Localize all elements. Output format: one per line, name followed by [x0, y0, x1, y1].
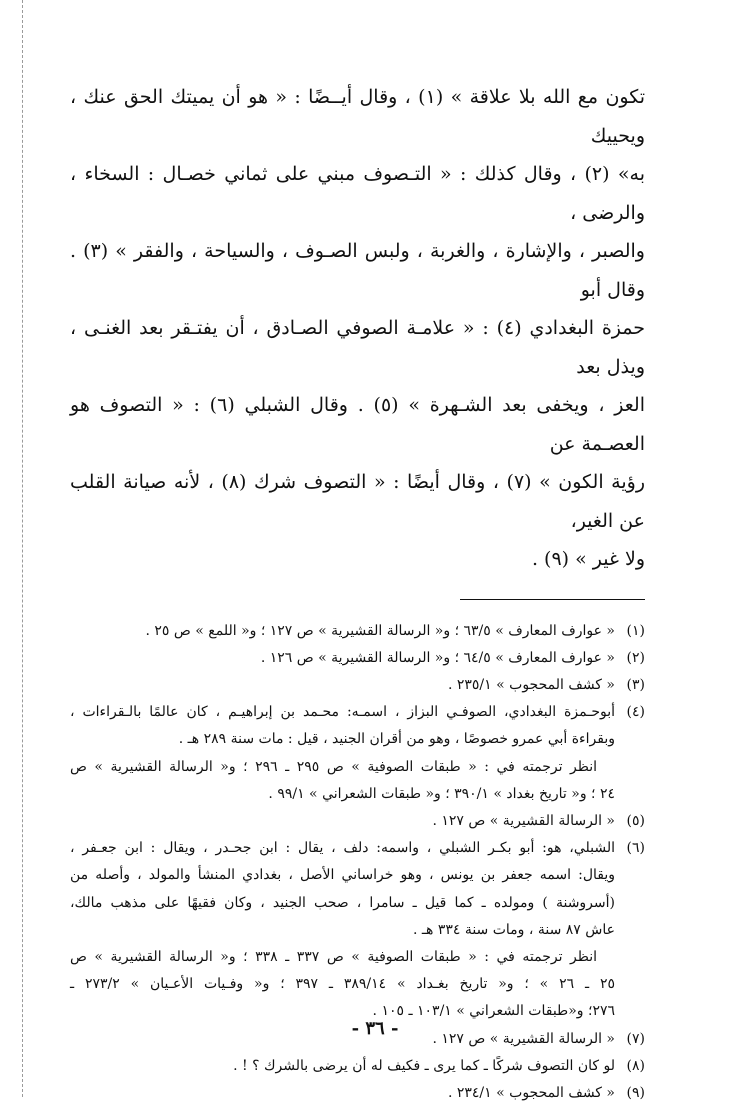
main-line: به» (٢) ، وقال كذلك : « التـصوف مبني على ثماني خصـال : السخاء ، والرضى ،: [70, 155, 645, 232]
footnote-2: [70, 645, 645, 672]
footnote-line: (أسروشنة ) ومولده ـ كما قيل ـ سامرا ، صحب الجنيد ، وكان فقيهًا على مذهب مالك،: [70, 890, 615, 917]
footnote-1: [70, 618, 645, 645]
footnote-line: « كشف المحجوب » ٢٣٥/١ .: [70, 672, 615, 699]
footnote-6: [70, 835, 645, 944]
footnote-5: [70, 808, 645, 835]
main-line: العز ، ويخفى بعد الشـهرة » (٥) . وقال الشبلي (٦) : « التصوف هو العصـمة عن: [70, 386, 645, 463]
footnote-line: عاش ٨٧ سنة ، ومات سنة ٣٣٤ هـ .: [70, 917, 615, 944]
footnote-line: انظر ترجمته في : « طبقات الصوفية » ص ٢٩٥ ـ ٢٩٦ ؛ و« الرسالة القشيرية » ص: [70, 754, 615, 781]
main-line: حمزة البغدادي (٤) : « علامـة الصوفي الصـادق ، أن يفتـقر بعد الغنـى ، ويذل بعد: [70, 309, 645, 386]
footnote-4-references: [70, 754, 645, 808]
footnote-line: وبقراءة أبي عمرو خصوصًا ، وهو من أقران الجنيد ، قيل : مات سنة ٢٨٩ هـ .: [70, 726, 615, 753]
main-line: تكون مع الله بلا علاقة » (١) ، وقال أيــضًا : « هو أن يميتك الحق عنك ، ويحييك: [70, 78, 645, 155]
footnote-line: « الرسالة القشيرية » ص ١٢٧ .: [70, 1026, 615, 1053]
footnote-line: ٢٧٦؛ و«طبقات الشعراني » ١٠٣/١ ـ ١٠٥ .: [70, 998, 615, 1025]
footnote-number: (٣): [627, 672, 645, 699]
footnote-line: ٢٥ ـ ٢٦ » ؛ و« تاريخ بغـداد » ٣٨٩/١٤ ـ ٣٩٧ ؛ و« وفـيات الأعـيان » ٢٧٣/٢ ـ: [70, 971, 615, 998]
footnote-number: (٧): [627, 1026, 645, 1053]
footnote-number: (٥): [627, 808, 645, 835]
footnote-line: « عوارف المعارف » ٦٤/٥ ؛ و« الرسالة القشيرية » ص ١٢٦ .: [70, 645, 615, 672]
footnote-number: (٤): [627, 699, 645, 726]
binding-margin-line: [22, 0, 23, 1097]
footnote-line: « كشف المحجوب » ٢٣٤/١ .: [70, 1080, 615, 1107]
footnote-6-references: [70, 944, 645, 1026]
footnote-8: [70, 1053, 645, 1080]
footnote-line: ويقال: اسمه جعفر بن يونس ، وهو خراساني الأصل ، بغدادي المنشأ والمولد ، وأصله من: [70, 862, 615, 889]
main-line: والصبر ، والإشارة ، والغربة ، ولبس الصـوف ، والسياحة ، والفقر » (٣) . وقال أبو: [70, 232, 645, 309]
footnote-3: [70, 672, 645, 699]
footnote-line: أبوحـمزة البغدادي، الصوفـي البزاز ، اسمـه: محـمد بن إبراهيـم ، كان عالمًا بالـقراءات ،: [70, 699, 615, 726]
footnote-line: الشبلي، هو: أبو بكـر الشبلي ، واسمه: دلف ، يقال : ابن جحـدر ، ويقال : ابن جعـفر ،: [70, 835, 615, 862]
page-body: [70, 78, 645, 1107]
footnote-line: انظر ترجمته في : « طبقات الصوفية » ص ٣٣٧ ـ ٣٣٨ ؛ و« الرسالة القشيرية » ص: [70, 944, 615, 971]
footnote-number: (٩): [627, 1080, 645, 1107]
main-line: ولا غير » (٩) .: [70, 540, 645, 579]
main-text: [70, 78, 645, 579]
footnote-line: « عوارف المعارف » ٦٣/٥ ؛ و« الرسالة القشيرية » ص ١٢٧ ؛ و« اللمع » ص ٢٥ .: [70, 618, 615, 645]
page-number: - ٣٦ -: [0, 1018, 750, 1039]
footnote-separator: [460, 599, 645, 600]
footnote-number: (٦): [627, 835, 645, 862]
footnote-number: (٨): [627, 1053, 645, 1080]
footnote-number: (١): [627, 618, 645, 645]
footnote-line: لو كان التصوف شركًا ـ كما يرى ـ فكيف له أن يرضى بالشرك ؟ ! .: [70, 1053, 615, 1080]
footnote-line: « الرسالة القشيرية » ص ١٢٧ .: [70, 808, 615, 835]
main-line: رؤية الكون » (٧) ، وقال أيضًا : « التصوف شرك (٨) ، لأنه صيانة القلب عن الغير،: [70, 463, 645, 540]
footnote-line: ٢٤ ؛ و« تاريخ بغداد » ٣٩٠/١ ؛ و« طبقات الشعراني » ٩٩/١ .: [70, 781, 615, 808]
footnote-9: [70, 1080, 645, 1107]
footnote-number: (٢): [627, 645, 645, 672]
footnote-4: [70, 699, 645, 753]
